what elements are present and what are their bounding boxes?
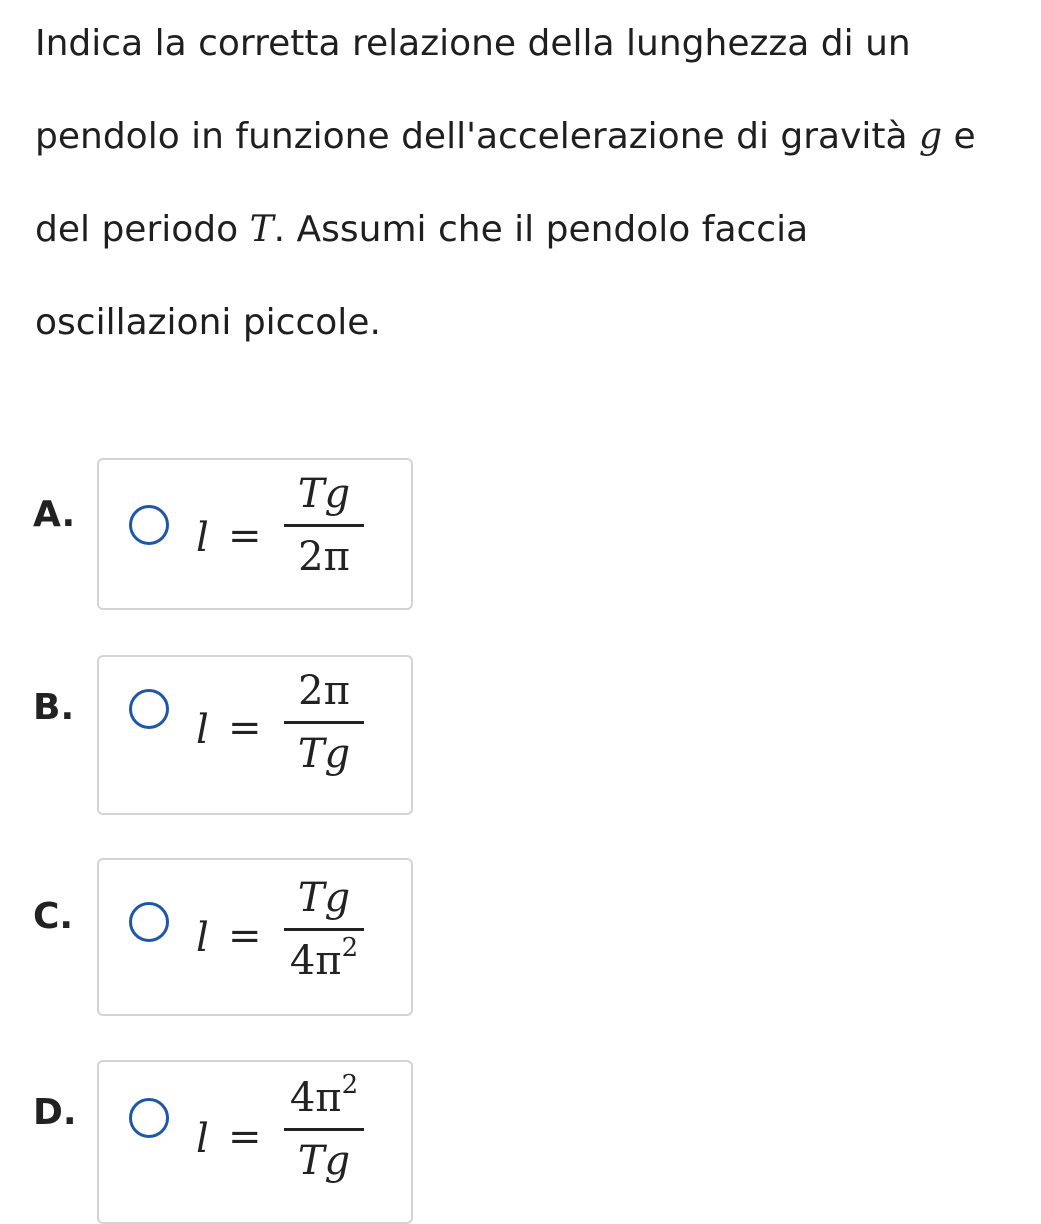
denominator [284,730,364,778]
denominator-text: 2π [298,534,350,580]
question-line-4: oscillazioni piccole. [35,302,381,343]
option-d[interactable] [0,1060,420,1224]
denominator-text: Tg [297,731,351,777]
option-a[interactable] [0,458,420,610]
radio-button[interactable] [129,689,169,729]
question-line-2-end: e [942,116,976,157]
fraction [284,470,364,581]
formula-lhs: l [196,707,209,753]
formula-equals: = [228,913,262,959]
option-letter: C. [33,896,74,937]
question-line-2-text: pendolo in funzione dell'accelerazione di gravità [35,116,920,157]
fraction-bar [284,928,364,931]
numerator [284,1070,364,1122]
option-a-box[interactable] [97,458,413,610]
fraction-bar [284,721,364,724]
numerator-text: 2π [298,668,350,714]
denominator [284,933,364,985]
option-d-box[interactable] [97,1060,413,1224]
formula-lhs: l [196,515,209,561]
fraction [284,1070,364,1185]
denominator-text: Tg [297,1138,351,1184]
numerator-text: 4π [289,1075,342,1121]
option-b[interactable] [0,655,420,815]
denominator-exponent: 2 [341,933,359,963]
formula-equals: = [228,705,262,751]
option-letter: D. [33,1092,77,1133]
radio-button[interactable] [129,902,169,942]
numerator [284,470,364,518]
gravity-symbol: g [919,116,943,157]
numerator [284,667,364,715]
formula-equals: = [228,513,262,559]
radio-button[interactable] [129,505,169,545]
option-b-box[interactable] [97,655,413,815]
denominator-text: 4π [289,938,342,984]
option-c-box[interactable] [97,858,413,1016]
fraction-bar [284,1128,364,1131]
numerator-text: Tg [297,471,351,517]
denominator [284,533,364,581]
question-line-1: Indica la corretta relazione della lunghezza di un [35,23,911,64]
question-line-3-end: . Assumi che il pendolo faccia [273,209,809,250]
option-letter: A. [33,494,76,535]
numerator [284,874,364,922]
period-symbol: T [249,209,274,250]
fraction [284,874,364,985]
formula-lhs: l [196,915,209,961]
numerator-text: Tg [297,875,351,921]
question-line-3 [35,183,1025,276]
option-letter: B. [33,687,75,728]
question-line-2 [35,90,1025,183]
option-c[interactable] [0,858,420,1016]
fraction-bar [284,524,364,527]
denominator [284,1137,364,1185]
question-line-3-text: del periodo [35,209,250,250]
fraction [284,667,364,778]
question-text [35,0,1025,369]
formula-lhs: l [196,1116,209,1162]
radio-button[interactable] [129,1098,169,1138]
numerator-exponent: 2 [341,1070,359,1100]
formula-equals: = [228,1114,262,1160]
